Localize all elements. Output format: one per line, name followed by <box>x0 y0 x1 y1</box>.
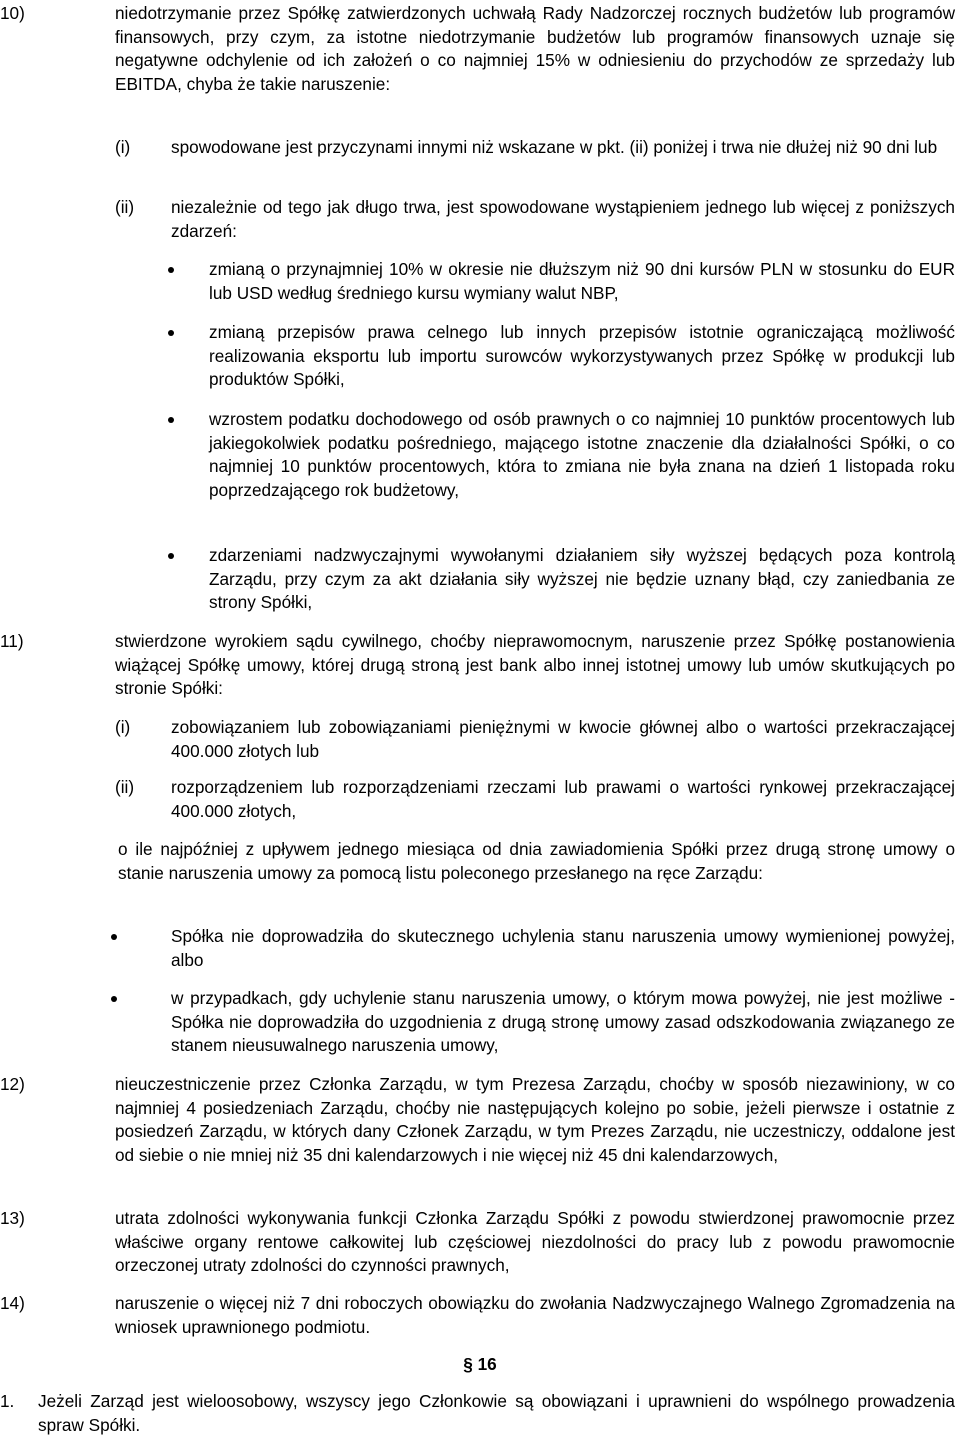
bullet-icon <box>111 996 117 1002</box>
paragraph-1-text: Jeżeli Zarząd jest wieloosobowy, wszyscy jego Członkowie są obowiązani i uprawnieni do wspólnego prowadzenia spraw Spółki. <box>38 1391 955 1435</box>
item-10-bullet-4: zdarzeniami nadzwyczajnymi wywołanymi działaniem siły wyższej będących poza kontrolą Zarządu, przy czym za akt działania siły wyższej nie będzie uznany błąd, czy zaniedbania ze strony Spółki, <box>209 545 955 612</box>
item-11-bullet-2: w przypadkach, gdy uchylenie stanu naruszenia umowy, o którym mowa powyżej, nie jest możliwe - Spółka nie doprowadziła do uzgodnienia z drugą stronę umowy zasad odszkodowania związanego ze stanem nieusuwalnego naruszenia umowy, <box>171 988 955 1055</box>
item-10-number: 10) <box>0 3 25 23</box>
item-10-bullet-3: wzrostem podatku dochodowego od osób prawnych o co najmniej 10 punktów procentowych lub jakiegokolwiek podatku pośredniego, mającego istotne znaczenie dla działalności Spółki, o co najmniej 10 punktów procentowych, która to zmiana nie była znana na dzień 1 listopada roku poprzedzającego rok budżetowy, <box>209 409 955 500</box>
item-13-number: 13) <box>0 1208 25 1228</box>
item-11-after-text: o ile najpóźniej z upływem jednego miesiąca od dnia zawiadomienia Spółki przez drugą stronę umowy o stanie naruszenia umowy za pomocą listu poleconego przesłanego na ręce Zarządu: <box>118 839 955 883</box>
item-11-number: 11) <box>0 631 24 651</box>
bullet-icon <box>168 330 174 336</box>
item-11-text: stwierdzone wyrokiem sądu cywilnego, choćby nieprawomocnym, naruszenie przez Spółkę postanowienia wiążącej Spółkę umowy, której drugą stroną jest bank albo innej istotnej umowy lub umów skutkujących po stronie Spółki: <box>115 631 955 698</box>
bullet-icon <box>168 267 174 273</box>
item-12-text: nieuczestniczenie przez Członka Zarządu, w tym Prezesa Zarządu, choćby w sposób niezawiniony, w co najmniej 4 posiedzeniach Zarządu, choćby nie następujących kolejno po sobie, jeżeli pierwsze i ostatnie z posiedzeń Zarządu, w których dany Członek Zarządu, w tym Prezes Zarządu, nie uczestniczy, oddalone jest od siebie o nie mniej niż 35 dni kalendarzowych i nie więcej niż 45 dni kalendarzowych, <box>115 1074 955 1165</box>
section-heading: § 16 <box>463 1354 497 1374</box>
item-10-sub-i-label: (i) <box>115 137 131 157</box>
paragraph-1-number: 1. <box>0 1391 15 1411</box>
item-10-bullet-2: zmianą przepisów prawa celnego lub innych przepisów istotnie ograniczającą możliwość realizowania eksportu lub importu surowców wykorzystywanych przez Spółkę w produkcji lub produktów Spółki, <box>209 322 955 389</box>
bullet-icon <box>111 934 117 940</box>
item-11-sub-ii-text: rozporządzeniem lub rozporządzeniami rzeczami lub prawami o wartości rynkowej przekraczającej 400.000 złotych, <box>171 777 955 821</box>
bullet-icon <box>168 417 174 423</box>
item-10-sub-i-text: spowodowane jest przyczynami innymi niż wskazane w pkt. (ii) poniżej i trwa nie dłużej niż 90 dni lub <box>171 137 938 157</box>
item-10-bullet-1: zmianą o przynajmniej 10% w okresie nie dłuższym niż 90 dni kursów PLN w stosunku do EUR lub USD według średniego kursu wymiany walut NBP, <box>209 259 955 303</box>
item-11-sub-i-label: (i) <box>115 717 131 737</box>
item-11-sub-i-text: zobowiązaniem lub zobowiązaniami pieniężnymi w kwocie głównej albo o wartości przekraczającej 400.000 złotych lub <box>171 717 955 761</box>
item-11-sub-ii-label: (ii) <box>115 777 135 797</box>
item-12-number: 12) <box>0 1074 25 1094</box>
item-13-text: utrata zdolności wykonywania funkcji Członka Zarządu Spółki z powodu stwierdzonej prawomocnie przez właściwe organy rentowe całkowitej lub częściowej niezdolności do pracy lub z powodu prawomocnie orzeczonej utraty zdolności do czynności prawnych, <box>115 1208 955 1275</box>
bullet-icon <box>168 553 174 559</box>
item-11-bullet-1: Spółka nie doprowadziła do skutecznego uchylenia stanu naruszenia umowy wymienionej powyżej, albo <box>171 926 955 970</box>
item-14-number: 14) <box>0 1293 25 1313</box>
item-14-text: naruszenie o więcej niż 7 dni roboczych obowiązku do zwołania Nadzwyczajnego Walnego Zgromadzenia na wniosek uprawnionego podmiotu. <box>115 1293 955 1337</box>
item-10-sub-ii-label: (ii) <box>115 197 135 217</box>
item-10-sub-ii-text: niezależnie od tego jak długo trwa, jest spowodowane wystąpieniem jednego lub więcej z poniższych zdarzeń: <box>171 197 955 241</box>
item-10-text: niedotrzymanie przez Spółkę zatwierdzonych uchwałą Rady Nadzorczej rocznych budżetów lub programów finansowych, przy czym, za istotne niedotrzymanie budżetów lub programów finansowych uznaje się negatywne odchylenie od ich założeń o co najmniej 15% w odniesieniu do przychodów ze sprzedaży lub EBITDA, chyba że takie naruszenie: <box>115 3 955 94</box>
